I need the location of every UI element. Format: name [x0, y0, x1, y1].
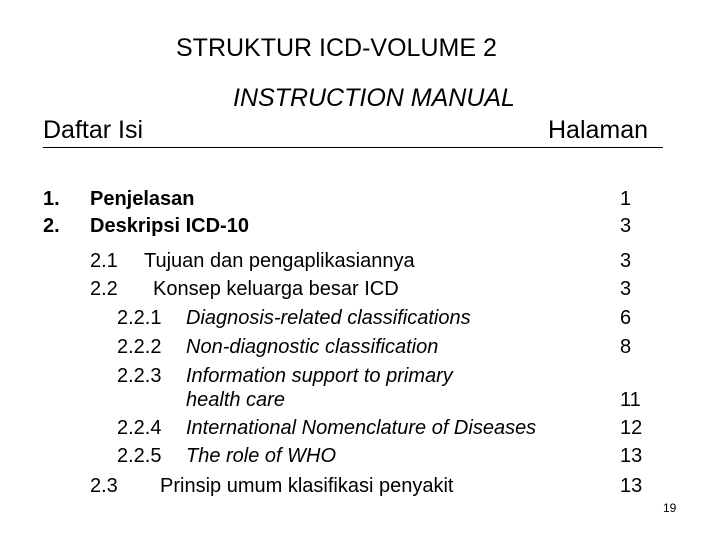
- toc-entry-page: 3: [620, 250, 632, 272]
- toc-entry-title: Diagnosis-related classifications: [186, 307, 471, 329]
- toc-entry-page: 12: [620, 417, 643, 439]
- toc-entry-number: 2.1: [90, 250, 118, 272]
- toc-entry-page: 11: [620, 389, 641, 411]
- slide-number: 19: [663, 501, 677, 515]
- toc-entry-number: 2.3: [90, 475, 118, 497]
- toc-entry-title: Information support to primary: [186, 365, 453, 387]
- toc-entry-page: 3: [620, 215, 632, 237]
- toc-entry-number: 2.2.5: [117, 445, 162, 467]
- toc-entry-page: 6: [620, 307, 632, 329]
- toc-entry-title: Konsep keluarga besar ICD: [153, 278, 399, 300]
- toc-entry-number: 2.2.4: [117, 417, 162, 439]
- toc-entry-page: 1: [620, 188, 632, 210]
- toc-entry-page: 13: [620, 445, 643, 467]
- toc-header-label: Daftar Isi: [43, 116, 144, 144]
- toc-entry-number: 2.: [43, 215, 60, 237]
- header-underline: [43, 147, 663, 148]
- toc-entry-title: The role of WHO: [186, 445, 337, 467]
- toc-entry-title: International Nomenclature of Diseases: [186, 417, 537, 439]
- toc-entry-number: 2.2.1: [117, 307, 162, 329]
- toc-entry-title: Penjelasan: [90, 188, 195, 210]
- slide-title: STRUKTUR ICD-VOLUME 2: [176, 34, 497, 62]
- toc-entry-title-continued: health care: [186, 389, 285, 411]
- toc-entry-number: 2.2: [90, 278, 118, 300]
- toc-entry-number: 2.2.2: [117, 336, 162, 358]
- toc-entry-title: Prinsip umum klasifikasi penyakit: [160, 475, 454, 497]
- toc-entry-title: Non-diagnostic classification: [186, 336, 439, 358]
- toc-entry-title: Deskripsi ICD-10: [90, 215, 249, 237]
- toc-entry-title: Tujuan dan pengaplikasiannya: [144, 250, 415, 272]
- toc-entry-number: 2.2.3: [117, 365, 162, 387]
- toc-entry-page: 13: [620, 475, 643, 497]
- toc-entry-page: 3: [620, 278, 632, 300]
- toc-entry-number: 1.: [43, 188, 60, 210]
- toc-entry-page: 8: [620, 336, 632, 358]
- slide-subtitle: INSTRUCTION MANUAL: [233, 84, 515, 112]
- page-header-label: Halaman: [548, 116, 649, 144]
